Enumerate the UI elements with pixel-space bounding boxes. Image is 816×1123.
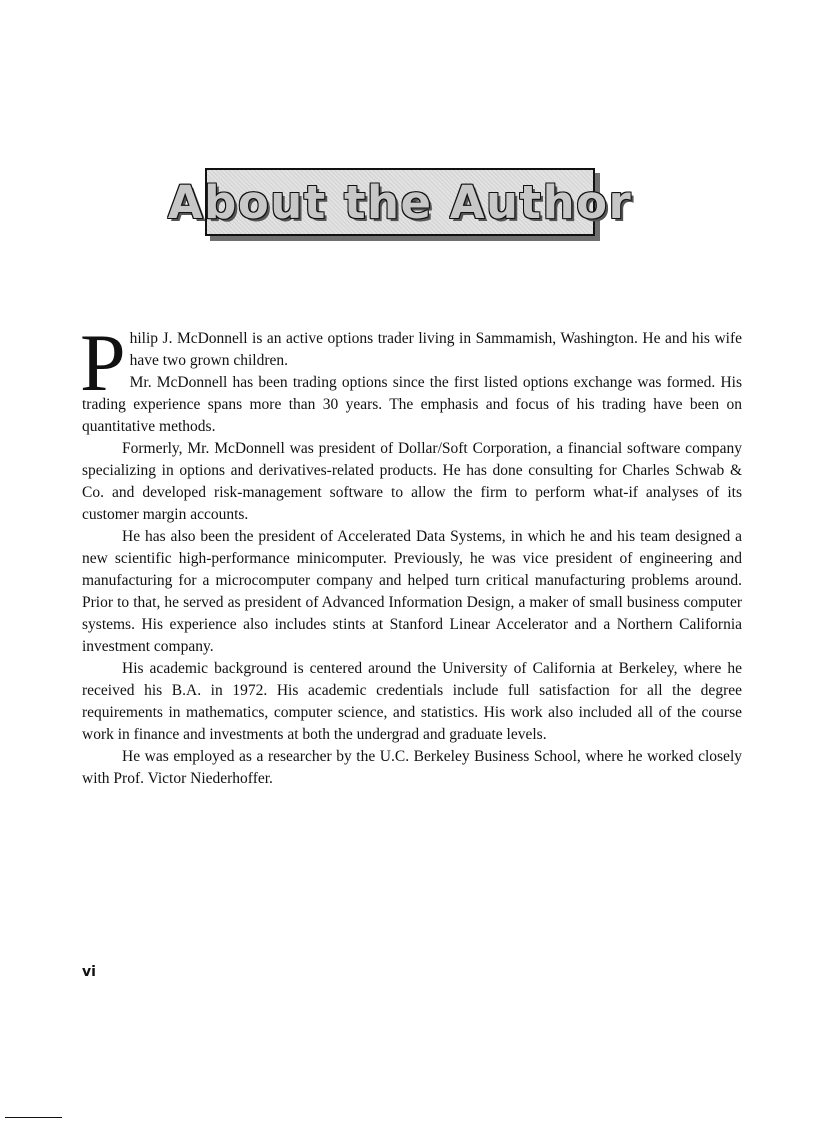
paragraph-4: He has also been the president of Accelerated Data Systems, in which he and his team designed a new scientific high-performance minicomputer. Previously, he was vice president of engineering and manufacturing for a microcomputer company and helped turn critical manufacturing problems around. Prior to that, he served as president of Advanced Information Design, a maker of small business computer systems. His experience also includes stints at Stanford Linear Accelerator and a Northern California investment company. (82, 528, 742, 655)
drop-cap: P (80, 317, 126, 408)
paragraph-1-text: hilip J. McDonnell is an active options trader living in Sammamish, Washington. He and his wife have two grown children. (129, 330, 742, 369)
chapter-title-box (167, 168, 633, 236)
paragraph-3: Formerly, Mr. McDonnell was president of Dollar/Soft Corporation, a financial software company specializing in options and derivatives-related products. He has done consulting for Charles Schwab & Co. and developed risk-management software to allow the firm to perform what-if analyses of its customer margin accounts. (82, 440, 742, 523)
page-number: vi (82, 964, 96, 980)
paragraph-5: His academic background is centered around the University of California at Berkeley, where he received his B.A. in 1972. His academic credentials include full satisfaction for all the degree requirements in mathematics, computer science, and statistics. His work also included all of the course work in finance and investments at both the undergrad and graduate levels. (82, 660, 742, 743)
paragraph-6: He was employed as a researcher by the U.C. Berkeley Business School, where he worked closely with Prof. Victor Niederhoffer. (82, 748, 742, 787)
author-bio (80, 317, 742, 790)
paragraph-2: Mr. McDonnell has been trading options since the first listed options exchange was formed. His trading experience spans more than 30 years. The emphasis and focus of his trading have been on quantitative methods. (82, 374, 742, 435)
chapter-title: About the Author (167, 175, 633, 229)
crop-mark (5, 1117, 62, 1118)
